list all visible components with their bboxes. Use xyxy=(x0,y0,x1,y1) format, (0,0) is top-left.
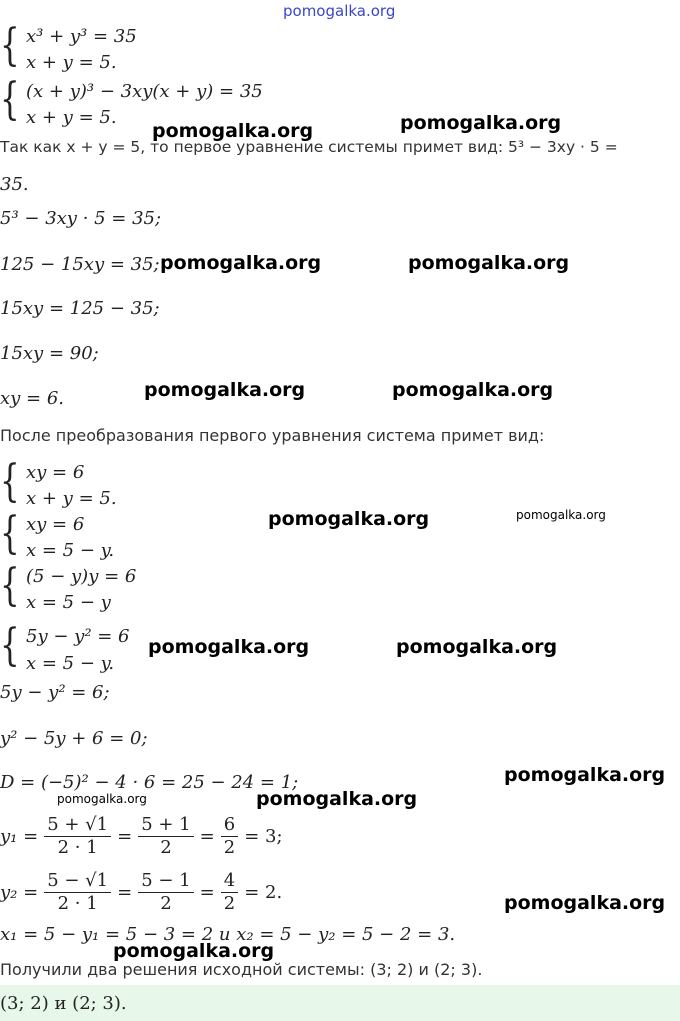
explanation-text-cont: 35. xyxy=(0,174,29,195)
fraction xyxy=(138,814,193,859)
system1-line2: x + y = 5. xyxy=(26,52,117,73)
fraction-numerator: 5 + √1 xyxy=(44,814,111,837)
equals-sign: = xyxy=(117,826,133,847)
watermark: pomogalka.org xyxy=(396,636,558,658)
system2-line2: x + y = 5. xyxy=(26,107,117,128)
watermark: pomogalka.org xyxy=(256,788,418,810)
system2-line1: (x + y)³ − 3xy(x + y) = 35 xyxy=(26,81,263,102)
equation-line: 5³ − 3xy · 5 = 35; xyxy=(0,208,162,229)
fraction xyxy=(44,870,111,915)
fraction xyxy=(221,870,238,915)
system3-line1: xy = 6 xyxy=(26,462,85,483)
system-brace: { xyxy=(0,456,20,507)
y2-equation xyxy=(0,870,282,915)
system5-line1: (5 − y)y = 6 xyxy=(26,566,137,587)
system4-line2: x = 5 − y. xyxy=(26,540,115,561)
watermark: pomogalka.org xyxy=(148,636,310,658)
system-brace: { xyxy=(0,508,20,559)
fraction xyxy=(138,870,193,915)
equation-line: x₁ = 5 − y₁ = 5 − 3 = 2 и x₂ = 5 − y₂ = 5 − 2 = 3. xyxy=(0,924,456,945)
system5-line2: x = 5 − y xyxy=(26,592,111,613)
watermark: pomogalka.org xyxy=(504,892,666,914)
equation-line: 15xy = 90; xyxy=(0,343,99,364)
y1-rhs: = 3; xyxy=(244,826,283,847)
fraction-numerator: 5 − 1 xyxy=(138,870,193,893)
system-brace: { xyxy=(0,74,20,125)
system-brace: { xyxy=(0,620,20,671)
answer-box xyxy=(0,985,680,1021)
fraction-denominator: 2 xyxy=(223,837,236,858)
system-brace: { xyxy=(0,20,20,71)
watermark: pomogalka.org xyxy=(504,764,666,786)
equals-sign: = xyxy=(199,882,215,903)
watermark: pomogalka.org xyxy=(160,252,322,274)
fraction-numerator: 5 − √1 xyxy=(44,870,111,893)
equation-line: y² − 5y + 6 = 0; xyxy=(0,728,148,749)
y2-rhs: = 2. xyxy=(244,882,283,903)
system4-line1: xy = 6 xyxy=(26,514,85,535)
watermark: pomogalka.org xyxy=(392,379,554,401)
system1-line1: x³ + y³ = 35 xyxy=(26,26,137,47)
system6-line2: x = 5 − y. xyxy=(26,653,115,674)
watermark-small: pomogalka.org xyxy=(57,792,147,806)
y1-equation xyxy=(0,814,283,859)
conclusion-text: Получили два решения исходной системы: (3; 2) и (2; 3). xyxy=(0,960,483,979)
watermark-top[interactable]: pomogalka.org xyxy=(283,2,396,20)
explanation-text: Так как x + y = 5, то первое уравнение системы примет вид: 5³ − 3xy · 5 = xyxy=(0,138,618,156)
equation-line: 125 − 15xy = 35; xyxy=(0,254,160,275)
watermark-small: pomogalka.org xyxy=(516,508,606,522)
fraction-numerator: 5 + 1 xyxy=(138,814,193,837)
y1-lhs: y₁ = xyxy=(0,826,39,847)
watermark: pomogalka.org xyxy=(152,120,314,142)
answer-text: (3; 2) и (2; 3). xyxy=(0,993,127,1014)
equation-line: 15xy = 125 − 35; xyxy=(0,298,160,319)
fraction-denominator: 2 xyxy=(160,893,172,914)
watermark: pomogalka.org xyxy=(408,252,570,274)
explanation-text: После преобразования первого уравнения система примет вид: xyxy=(0,426,545,445)
equation-line: D = (−5)² − 4 · 6 = 25 − 24 = 1; xyxy=(0,772,299,793)
y2-lhs: y₂ = xyxy=(0,882,39,903)
fraction xyxy=(44,814,111,859)
fraction xyxy=(221,814,238,859)
fraction-denominator: 2 · 1 xyxy=(57,837,98,858)
system3-line2: x + y = 5. xyxy=(26,488,117,509)
watermark: pomogalka.org xyxy=(400,112,562,134)
equation-line: xy = 6. xyxy=(0,388,65,409)
fraction-numerator: 6 xyxy=(221,814,238,837)
fraction-numerator: 4 xyxy=(221,870,238,893)
system-brace: { xyxy=(0,560,20,611)
equation-line: 5y − y² = 6; xyxy=(0,682,110,703)
fraction-denominator: 2 xyxy=(160,837,172,858)
fraction-denominator: 2 xyxy=(223,893,236,914)
fraction-denominator: 2 · 1 xyxy=(57,893,98,914)
watermark: pomogalka.org xyxy=(144,379,306,401)
equals-sign: = xyxy=(199,826,215,847)
watermark: pomogalka.org xyxy=(113,940,275,962)
equals-sign: = xyxy=(117,882,133,903)
system6-line1: 5y − y² = 6 xyxy=(26,626,130,647)
watermark: pomogalka.org xyxy=(268,508,430,530)
